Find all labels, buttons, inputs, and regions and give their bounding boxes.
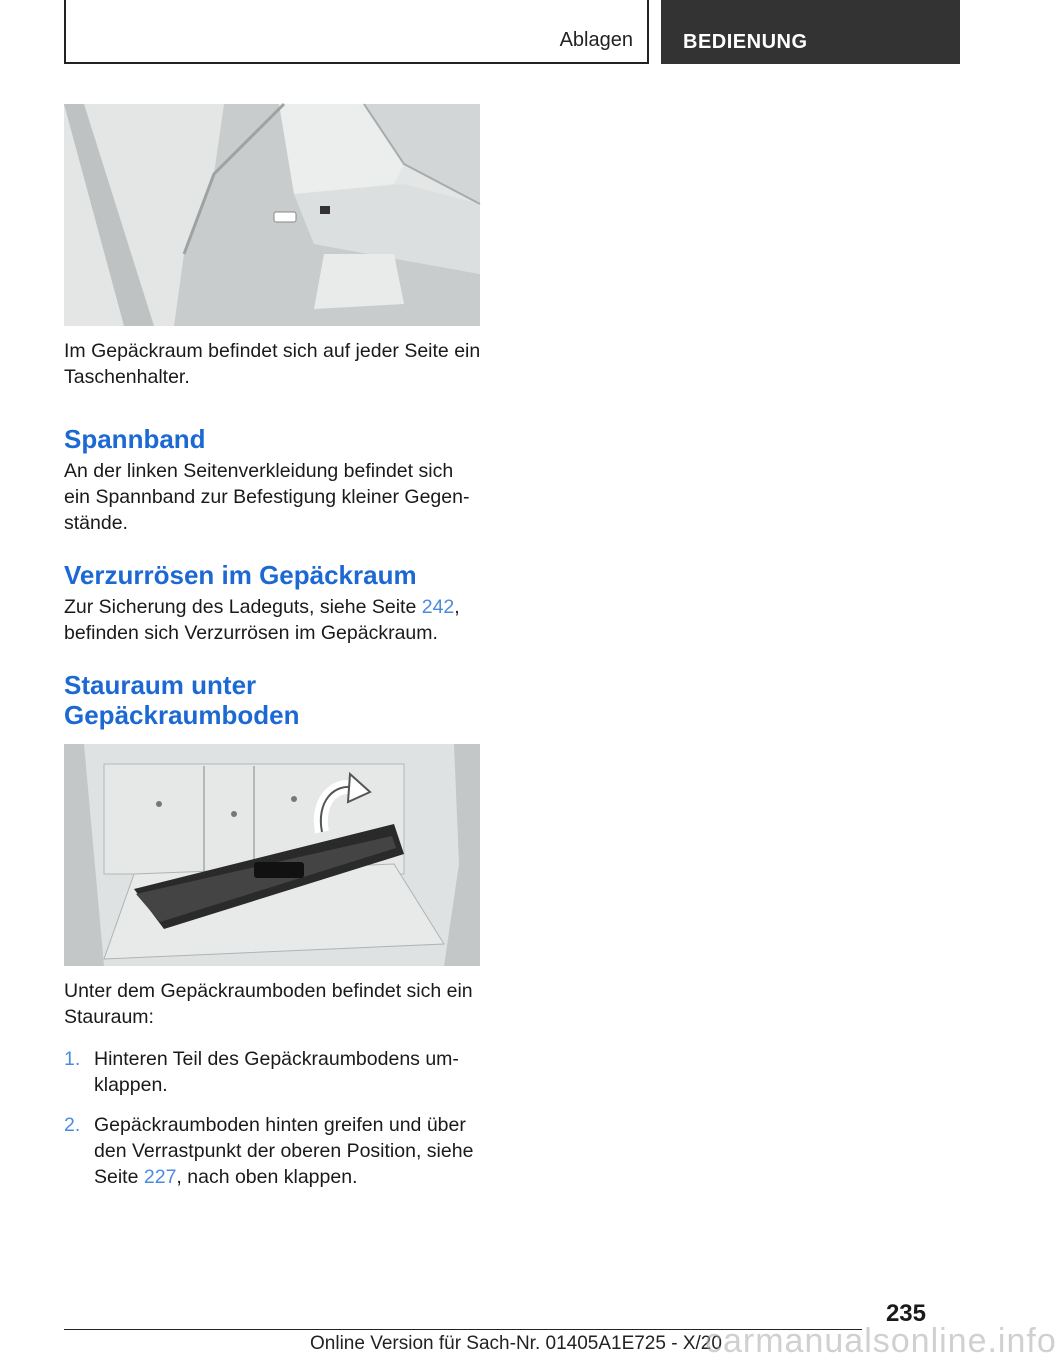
page-ref-242-link[interactable]: 242 <box>421 596 455 618</box>
step-1-text: Hinteren Teil des Gepäckraumbodens um-klappen. <box>94 1048 459 1096</box>
heading-verzurroesen: Verzurrösen im Gepäckraum <box>64 560 417 590</box>
heading-stauraum-line1: Stauraum unter <box>64 670 257 700</box>
heading-stauraum-line2: Gepäckraumboden <box>64 700 300 730</box>
stauraum-caption: Unter dem Gepäckraumboden befindet sich ein Stauraum: <box>64 980 473 1028</box>
heading-spannband: Spannband <box>64 424 206 454</box>
header-section-title: Ablagen <box>559 29 633 51</box>
trunk-floor-storage-illustration <box>64 744 480 966</box>
content-column <box>64 104 484 1190</box>
step-2 <box>64 1112 484 1190</box>
watermark: carmanualsonline.info <box>705 1322 1057 1360</box>
bag-holder-caption: Im Gepäckraum befindet sich auf jeder Seite ein Taschenhalter. <box>64 340 481 388</box>
step-1-number: 1. <box>64 1048 81 1070</box>
header-section-tab <box>64 0 649 64</box>
header-chapter-tab <box>661 0 960 64</box>
footer-version-text: Online Version für Sach-Nr. 01405A1E725 - X/20 <box>310 1333 722 1354</box>
spannband-text: An der linken Seitenverkleidung befindet sich ein Spannband zur Befestigung kleiner Gegen-stände. <box>64 460 470 534</box>
header-chapter-title: BEDIENUNG <box>683 31 808 53</box>
step-2-text-before: Gepäckraumboden hinten greifen und über den Verrastpunkt der oberen Position, siehe Seite <box>94 1114 474 1188</box>
step-1 <box>64 1046 484 1098</box>
trunk-bag-holder-illustration <box>64 104 480 326</box>
step-2-number: 2. <box>64 1114 81 1136</box>
verzurroesen-text <box>64 594 484 646</box>
page-number: 235 <box>885 1300 926 1327</box>
instruction-steps <box>64 1046 484 1190</box>
heading-stauraum <box>64 670 484 730</box>
page-ref-227-link[interactable]: 227 <box>143 1166 177 1188</box>
verzurroesen-text-after: , befinden sich Verzurrösen im Gepäckraum. <box>64 596 460 644</box>
verzurroesen-text-before: Zur Sicherung des Ladeguts, siehe Seite <box>64 596 422 618</box>
step-2-text-after: , nach oben klappen. <box>176 1166 358 1188</box>
